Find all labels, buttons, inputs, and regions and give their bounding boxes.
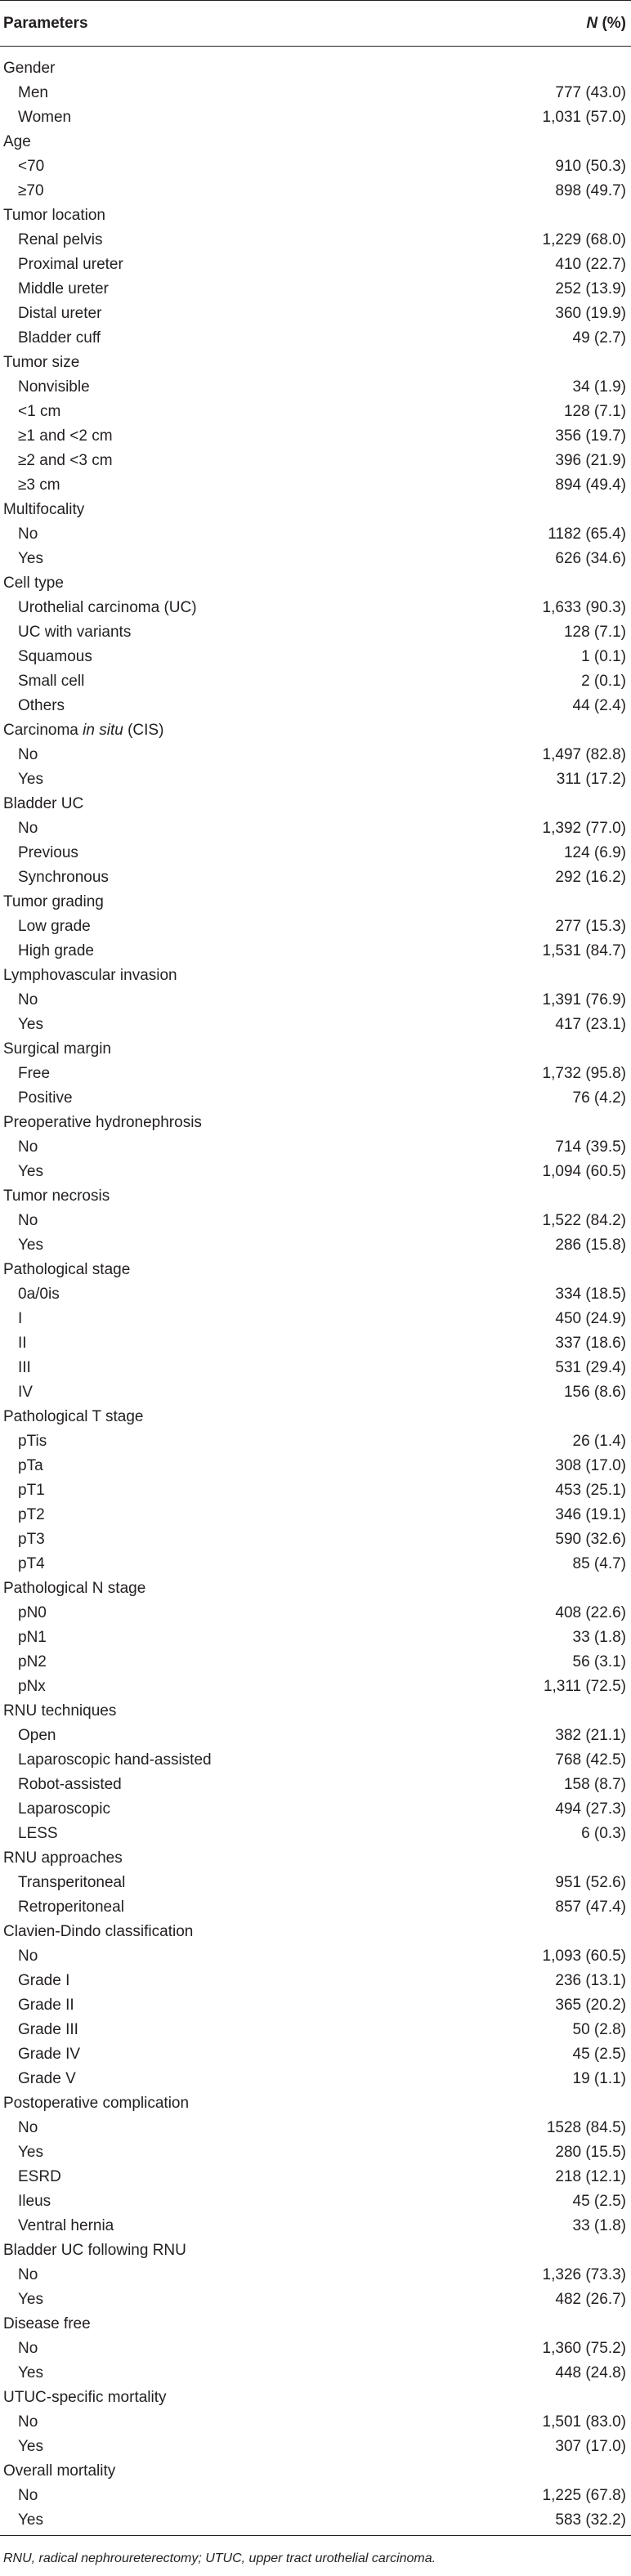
- row-label: Proximal ureter: [18, 256, 123, 273]
- row-value: 531 (29.4): [555, 1359, 626, 1376]
- row-label: Grade II: [18, 1997, 74, 2014]
- table-row: [0, 2189, 631, 2214]
- row-value: 252 (13.9): [555, 280, 626, 297]
- row-label: Yes: [18, 2511, 43, 2529]
- row-label: pTa: [18, 1457, 43, 1474]
- row-value: 1528 (84.5): [546, 2119, 626, 2136]
- row-value: 158 (8.7): [563, 1776, 626, 1793]
- row-value: 1,311 (72.5): [543, 1678, 626, 1695]
- table-row: [0, 1233, 631, 1258]
- parameters-header: Parameters: [3, 14, 88, 32]
- row-value: 448 (24.8): [555, 2364, 626, 2381]
- table-body: [0, 47, 631, 2536]
- table-row: [0, 154, 631, 179]
- table-row: [0, 2067, 631, 2091]
- table-row: [0, 2410, 631, 2435]
- group-label: Overall mortality: [3, 2462, 116, 2480]
- row-label: ≥3 cm: [18, 476, 60, 494]
- row-label: Open: [18, 1727, 56, 1744]
- row-value: 1182 (65.4): [548, 525, 626, 543]
- row-label: pN1: [18, 1629, 47, 1646]
- row-label: Synchronous: [18, 869, 109, 886]
- table-row: [0, 2140, 631, 2165]
- group-row-rnu-approaches: [0, 1846, 631, 1871]
- row-label: Distal ureter: [18, 305, 102, 322]
- row-value: 583 (32.2): [555, 2511, 626, 2529]
- row-value: 898 (49.7): [555, 182, 626, 199]
- row-value: 337 (18.6): [555, 1335, 626, 1352]
- group-row-preoperative-hydronephrosis: [0, 1111, 631, 1135]
- row-value: 56 (3.1): [572, 1653, 626, 1670]
- row-value: 286 (15.8): [555, 1237, 626, 1254]
- row-value: 626 (34.6): [555, 550, 626, 567]
- group-label-part: in situ: [83, 722, 123, 739]
- row-value: 417 (23.1): [555, 1016, 626, 1033]
- row-label: ≥2 and <3 cm: [18, 452, 113, 469]
- row-value: 777 (43.0): [555, 84, 626, 101]
- row-value: 26 (1.4): [572, 1433, 626, 1450]
- row-value: 590 (32.6): [555, 1531, 626, 1548]
- table-row: [0, 1797, 631, 1822]
- row-value: 408 (22.6): [555, 1604, 626, 1621]
- table-row: [0, 1822, 631, 1846]
- table-row: [0, 228, 631, 253]
- table-row: [0, 1748, 631, 1773]
- row-label: No: [18, 2487, 38, 2504]
- table-row: [0, 1135, 631, 1160]
- table-row: [0, 1969, 631, 1993]
- table-row: [0, 1307, 631, 1331]
- table-row: [0, 1429, 631, 1454]
- row-label: Yes: [18, 550, 43, 567]
- group-row-age: [0, 130, 631, 154]
- row-value: 45 (2.5): [572, 2046, 626, 2063]
- row-label: Ileus: [18, 2193, 51, 2210]
- table-row: [0, 1356, 631, 1380]
- table-row: [0, 522, 631, 547]
- table-row: [0, 1013, 631, 1037]
- row-label: No: [18, 525, 38, 543]
- table-row: [0, 2288, 631, 2312]
- row-label: ≥70: [18, 182, 44, 199]
- group-label-part: (CIS): [123, 722, 164, 739]
- row-label: pNx: [18, 1678, 46, 1695]
- n-percent-header: [586, 15, 626, 33]
- group-label: Preoperative hydronephrosis: [3, 1114, 202, 1131]
- row-value: 894 (49.4): [555, 476, 626, 494]
- row-label: No: [18, 991, 38, 1008]
- row-label: Grade I: [18, 1972, 70, 1989]
- row-label: <1 cm: [18, 403, 61, 420]
- row-value: 50 (2.8): [572, 2021, 626, 2038]
- group-row-rnu-techniques: [0, 1699, 631, 1724]
- row-label: Bladder cuff: [18, 329, 101, 347]
- row-label: Yes: [18, 2364, 43, 2381]
- table-row: [0, 105, 631, 130]
- table-row: [0, 1650, 631, 1675]
- group-label: RNU approaches: [3, 1849, 123, 1867]
- row-value: 128 (7.1): [563, 624, 626, 641]
- group-row-cell-type: [0, 571, 631, 596]
- table-row: [0, 2214, 631, 2238]
- row-value: 768 (42.5): [555, 1751, 626, 1769]
- row-value: 346 (19.1): [555, 1506, 626, 1523]
- table-row: [0, 547, 631, 571]
- group-label: Gender: [3, 60, 56, 77]
- row-label: pN0: [18, 1604, 47, 1621]
- row-label: No: [18, 2340, 38, 2357]
- row-value: 2 (0.1): [581, 673, 626, 690]
- table-row: [0, 2018, 631, 2042]
- row-value: 1 (0.1): [581, 648, 626, 665]
- row-value: 49 (2.7): [572, 329, 626, 347]
- group-label: Disease free: [3, 2315, 91, 2332]
- group-label-part: Carcinoma: [3, 722, 83, 739]
- table-footnote: RNU, radical nephroureterectomy; UTUC, upper tract urothelial carcinoma.: [3, 2551, 436, 2565]
- table-row: [0, 1773, 631, 1797]
- table-row: [0, 1626, 631, 1650]
- group-label: Clavien-Dindo classification: [3, 1923, 194, 1940]
- group-row-tumor-grading: [0, 890, 631, 915]
- group-label: Tumor size: [3, 354, 80, 371]
- group-label: [3, 718, 163, 743]
- row-label: High grade: [18, 942, 94, 959]
- row-label: Nonvisible: [18, 378, 90, 396]
- row-value: 128 (7.1): [563, 403, 626, 420]
- group-label: UTUC-specific mortality: [3, 2389, 167, 2406]
- group-row-pathological-t-stage: [0, 1405, 631, 1429]
- row-label: Yes: [18, 2144, 43, 2161]
- group-row-pathological-stage: [0, 1258, 631, 1282]
- row-label: No: [18, 2413, 38, 2431]
- table-row: [0, 277, 631, 302]
- table-row: [0, 743, 631, 767]
- row-label: No: [18, 2119, 38, 2136]
- row-value: 360 (19.9): [555, 305, 626, 322]
- table-row: [0, 449, 631, 473]
- row-label: No: [18, 746, 38, 763]
- row-label: Previous: [18, 844, 78, 861]
- row-label: Yes: [18, 1163, 43, 1180]
- group-row-bladder-uc: [0, 792, 631, 816]
- row-value: 1,094 (60.5): [542, 1163, 626, 1180]
- group-label: Pathological T stage: [3, 1408, 144, 1425]
- table-row: [0, 2484, 631, 2508]
- table-row: [0, 1895, 631, 1920]
- row-label: No: [18, 1212, 38, 1229]
- row-label: Yes: [18, 1016, 43, 1033]
- row-label: Yes: [18, 2438, 43, 2455]
- group-label: RNU techniques: [3, 1702, 117, 1720]
- group-row-disease-free: [0, 2312, 631, 2337]
- row-value: 308 (17.0): [555, 1457, 626, 1474]
- table-row: [0, 596, 631, 620]
- table-row: [0, 841, 631, 865]
- row-label: LESS: [18, 1825, 58, 1842]
- row-label: IV: [18, 1384, 33, 1401]
- row-label: pT2: [18, 1506, 45, 1523]
- table-row: [0, 1282, 631, 1307]
- row-label: Grade III: [18, 2021, 78, 2038]
- group-label: Tumor necrosis: [3, 1187, 110, 1205]
- row-value: 1,360 (75.2): [542, 2340, 626, 2357]
- table-row: [0, 1209, 631, 1233]
- table-row: [0, 2435, 631, 2459]
- group-row-utuc-specific-mortality: [0, 2386, 631, 2410]
- table-row: [0, 1380, 631, 1405]
- group-row-clavien-dindo-classification: [0, 1920, 631, 1944]
- group-row-surgical-margin: [0, 1037, 631, 1062]
- table-row: [0, 2042, 631, 2067]
- group-label: Age: [3, 133, 31, 150]
- row-label: Yes: [18, 1237, 43, 1254]
- row-label: Urothelial carcinoma (UC): [18, 599, 197, 616]
- row-value: 450 (24.9): [555, 1310, 626, 1327]
- row-label: I: [18, 1310, 23, 1327]
- group-row-tumor-size: [0, 351, 631, 375]
- table-row: [0, 424, 631, 449]
- row-value: 1,497 (82.8): [542, 746, 626, 763]
- row-value: 307 (17.0): [555, 2438, 626, 2455]
- table-row: [0, 81, 631, 105]
- table-row: [0, 400, 631, 424]
- table-row: [0, 1724, 631, 1748]
- row-value: 1,732 (95.8): [542, 1065, 626, 1082]
- group-row-carcinoma-in-situ-cis: [0, 718, 631, 743]
- group-label: Tumor grading: [3, 893, 104, 910]
- row-label: Yes: [18, 771, 43, 788]
- row-value: 1,392 (77.0): [542, 820, 626, 837]
- row-value: 1,501 (83.0): [542, 2413, 626, 2431]
- table-row: [0, 2361, 631, 2386]
- row-label: Transperitoneal: [18, 1874, 126, 1891]
- percent-header-label: (%): [602, 14, 626, 32]
- table-row: [0, 2508, 631, 2533]
- row-label: Grade IV: [18, 2046, 81, 2063]
- row-value: 280 (15.5): [555, 2144, 626, 2161]
- row-value: 34 (1.9): [572, 378, 626, 396]
- row-label: Grade V: [18, 2070, 76, 2087]
- row-label: pN2: [18, 1653, 47, 1670]
- row-label: Ventral hernia: [18, 2217, 114, 2234]
- row-value: 1,522 (84.2): [542, 1212, 626, 1229]
- row-value: 19 (1.1): [572, 2070, 626, 2087]
- n-header-label: N: [586, 14, 598, 32]
- row-value: 482 (26.7): [555, 2291, 626, 2308]
- row-label: II: [18, 1335, 27, 1352]
- group-label: Bladder UC following RNU: [3, 2242, 186, 2259]
- table-row: [0, 816, 631, 841]
- group-label: Lymphovascular invasion: [3, 967, 177, 984]
- group-row-tumor-location: [0, 203, 631, 228]
- group-row-gender: [0, 56, 631, 81]
- row-label: pTis: [18, 1433, 47, 1450]
- table-row: [0, 1160, 631, 1184]
- table-row: [0, 2116, 631, 2140]
- row-label: Men: [18, 84, 48, 101]
- row-value: 1,391 (76.9): [542, 991, 626, 1008]
- row-label: III: [18, 1359, 31, 1376]
- row-value: 910 (50.3): [555, 158, 626, 175]
- row-value: 1,229 (68.0): [542, 231, 626, 248]
- row-label: Retroperitoneal: [18, 1898, 124, 1916]
- table-row: [0, 620, 631, 645]
- table-row: [0, 1331, 631, 1356]
- table-row: [0, 2263, 631, 2288]
- group-label: Multifocality: [3, 501, 85, 518]
- table-row: [0, 1503, 631, 1527]
- table-header: [0, 0, 631, 47]
- row-value: 857 (47.4): [555, 1898, 626, 1916]
- table-row: [0, 1086, 631, 1111]
- table-row: [0, 179, 631, 203]
- group-label: Bladder UC: [3, 795, 84, 812]
- table-row: [0, 669, 631, 694]
- group-row-postoperative-complication: [0, 2091, 631, 2116]
- row-label: <70: [18, 158, 45, 175]
- row-value: 6 (0.3): [581, 1825, 626, 1842]
- row-label: ≥1 and <2 cm: [18, 427, 113, 445]
- table-row: [0, 1454, 631, 1478]
- group-label: Cell type: [3, 575, 64, 592]
- row-value: 1,326 (73.3): [542, 2266, 626, 2283]
- table-row: [0, 1871, 631, 1895]
- table-row: [0, 326, 631, 351]
- row-value: 382 (21.1): [555, 1727, 626, 1744]
- row-label: Low grade: [18, 918, 91, 935]
- table-row: [0, 988, 631, 1013]
- table-row: [0, 645, 631, 669]
- row-label: UC with variants: [18, 624, 132, 641]
- group-label: Pathological stage: [3, 1261, 131, 1278]
- row-label: No: [18, 1948, 38, 1965]
- table-row: [0, 1552, 631, 1576]
- group-label: Surgical margin: [3, 1040, 111, 1058]
- table-row: [0, 939, 631, 964]
- table-row: [0, 302, 631, 326]
- row-value: 45 (2.5): [572, 2193, 626, 2210]
- row-value: 124 (6.9): [563, 844, 626, 861]
- table-row: [0, 865, 631, 890]
- row-value: 365 (20.2): [555, 1997, 626, 2014]
- row-value: 236 (13.1): [555, 1972, 626, 1989]
- table-row: [0, 2337, 631, 2361]
- row-label: 0a/0is: [18, 1286, 60, 1303]
- row-label: Free: [18, 1065, 51, 1082]
- row-value: 356 (19.7): [555, 427, 626, 445]
- row-label: Yes: [18, 2291, 43, 2308]
- row-value: 1,633 (90.3): [542, 599, 626, 616]
- table-row: [0, 1993, 631, 2018]
- group-label: Postoperative complication: [3, 2095, 190, 2112]
- row-value: 1,031 (57.0): [542, 109, 626, 126]
- row-value: 218 (12.1): [555, 2168, 626, 2185]
- table-row: [0, 375, 631, 400]
- row-value: 334 (18.5): [555, 1286, 626, 1303]
- table-row: [0, 2165, 631, 2189]
- row-value: 85 (4.7): [572, 1555, 626, 1572]
- table-row: [0, 473, 631, 498]
- row-label: No: [18, 1138, 38, 1156]
- table-row: [0, 1944, 631, 1969]
- row-value: 277 (15.3): [555, 918, 626, 935]
- row-label: pT3: [18, 1531, 45, 1548]
- row-label: pT4: [18, 1555, 45, 1572]
- row-label: No: [18, 2266, 38, 2283]
- row-value: 33 (1.8): [572, 1629, 626, 1646]
- group-label: Pathological N stage: [3, 1580, 146, 1597]
- table-row: [0, 1062, 631, 1086]
- group-row-overall-mortality: [0, 2459, 631, 2484]
- row-label: Renal pelvis: [18, 231, 103, 248]
- row-value: 714 (39.5): [555, 1138, 626, 1156]
- group-row-tumor-necrosis: [0, 1184, 631, 1209]
- row-label: Robot-assisted: [18, 1776, 122, 1793]
- group-row-bladder-uc-following-rnu: [0, 2238, 631, 2263]
- table-row: [0, 1675, 631, 1699]
- table-row: [0, 694, 631, 718]
- row-value: 951 (52.6): [555, 1874, 626, 1891]
- row-value: 1,531 (84.7): [542, 942, 626, 959]
- row-value: 292 (16.2): [555, 869, 626, 886]
- group-label: Tumor location: [3, 207, 105, 224]
- row-value: 410 (22.7): [555, 256, 626, 273]
- row-value: 453 (25.1): [555, 1482, 626, 1499]
- table-row: [0, 767, 631, 792]
- row-label: Positive: [18, 1089, 73, 1107]
- group-row-pathological-n-stage: [0, 1576, 631, 1601]
- row-label: pT1: [18, 1482, 45, 1499]
- row-label: Others: [18, 697, 65, 714]
- row-label: Laparoscopic hand-assisted: [18, 1751, 212, 1769]
- row-value: 76 (4.2): [572, 1089, 626, 1107]
- row-value: 311 (17.2): [556, 771, 626, 788]
- row-label: Small cell: [18, 673, 85, 690]
- group-row-lymphovascular-invasion: [0, 964, 631, 988]
- table-row: [0, 253, 631, 277]
- row-value: 494 (27.3): [555, 1800, 626, 1818]
- row-value: 44 (2.4): [572, 697, 626, 714]
- row-label: No: [18, 820, 38, 837]
- table-row: [0, 1527, 631, 1552]
- group-row-multifocality: [0, 498, 631, 522]
- row-label: Laparoscopic: [18, 1800, 111, 1818]
- row-label: ESRD: [18, 2168, 61, 2185]
- row-label: Middle ureter: [18, 280, 109, 297]
- row-value: 1,093 (60.5): [542, 1948, 626, 1965]
- row-value: 1,225 (67.8): [542, 2487, 626, 2504]
- table-row: [0, 1601, 631, 1626]
- row-label: Women: [18, 109, 72, 126]
- row-value: 396 (21.9): [555, 452, 626, 469]
- row-label: Squamous: [18, 648, 92, 665]
- row-value: 156 (8.6): [563, 1384, 626, 1401]
- table-row: [0, 915, 631, 939]
- table-row: [0, 1478, 631, 1503]
- row-value: 33 (1.8): [572, 2217, 626, 2234]
